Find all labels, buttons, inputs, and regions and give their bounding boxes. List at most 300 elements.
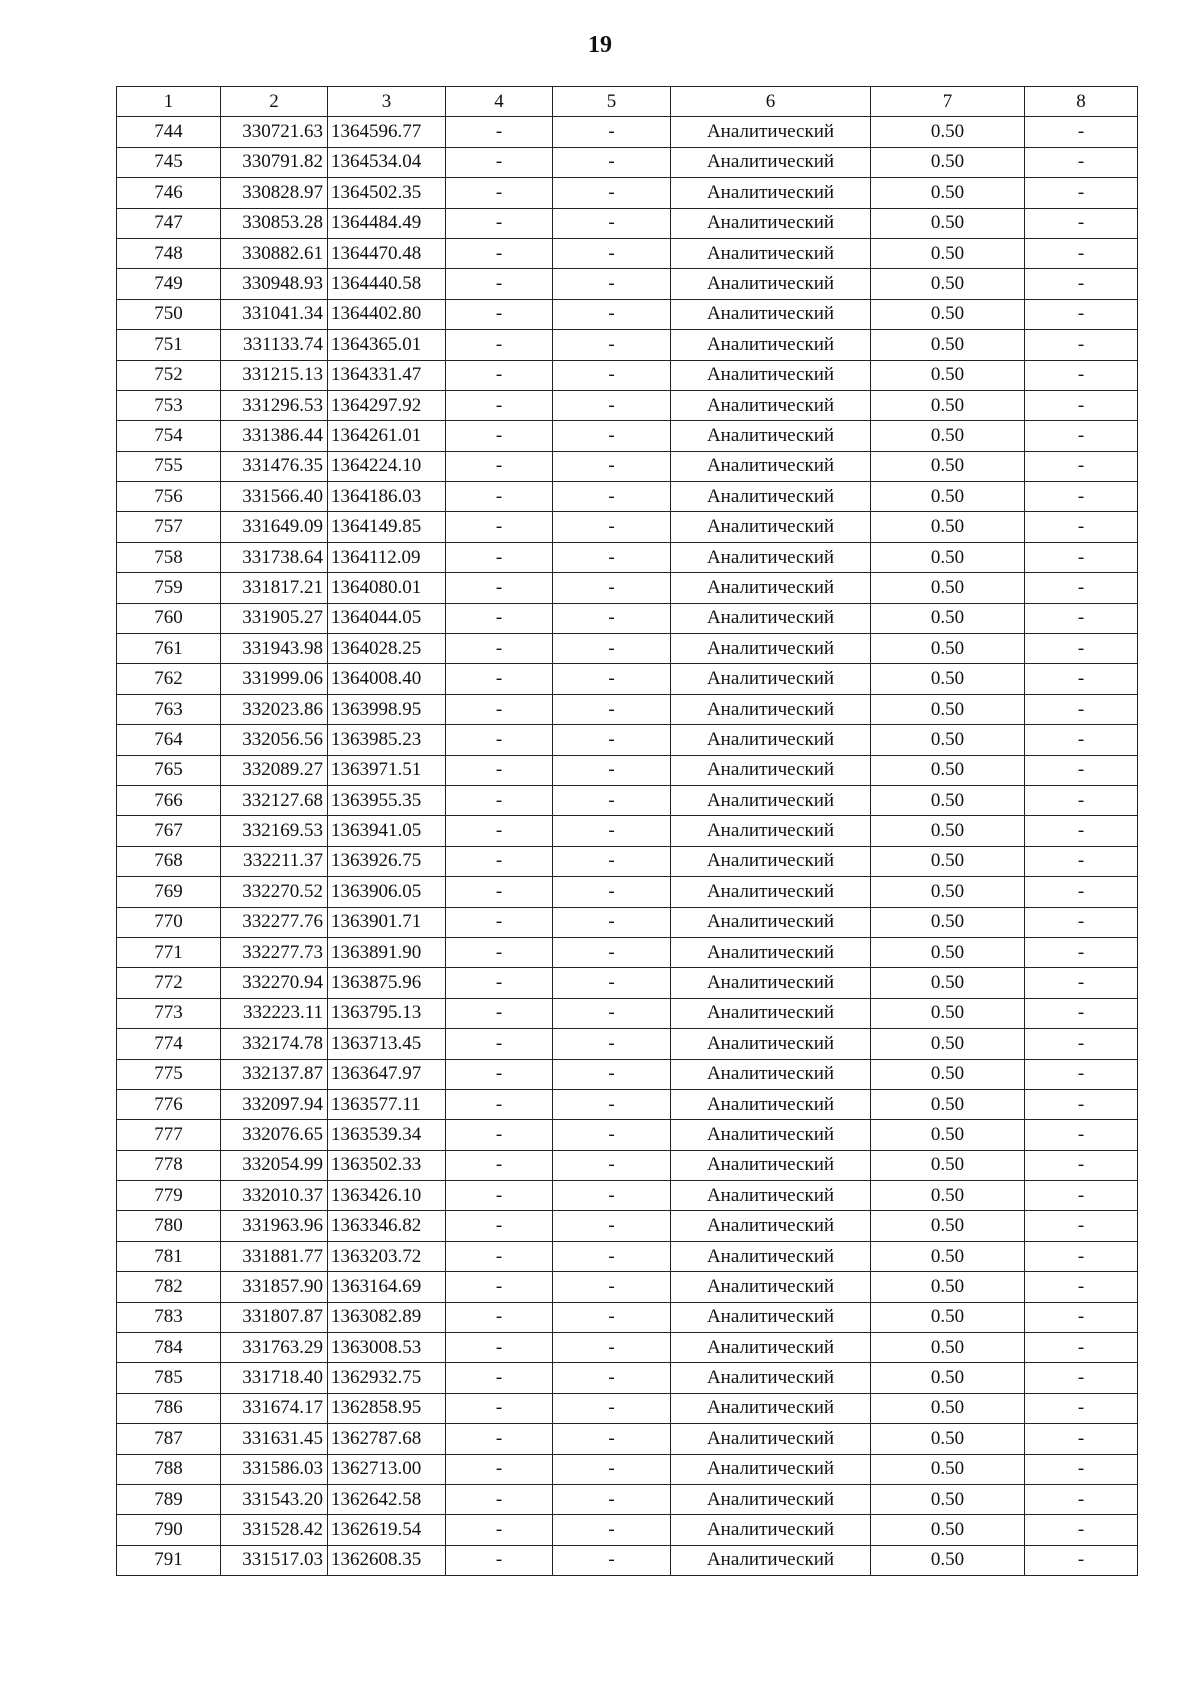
col-4-cell: -	[446, 907, 553, 937]
point-number-cell: 770	[117, 907, 221, 937]
y-coordinate-cell: 1362642.58	[328, 1484, 446, 1514]
x-coordinate-cell: 331215.13	[221, 360, 328, 390]
col-5-cell: -	[553, 1302, 671, 1332]
y-coordinate-cell: 1363346.82	[328, 1211, 446, 1241]
method-cell: Аналитический	[671, 330, 871, 360]
col-4-cell: -	[446, 1272, 553, 1302]
accuracy-cell: 0.50	[871, 1393, 1025, 1423]
col-8-cell: -	[1025, 269, 1138, 299]
x-coordinate-cell: 331807.87	[221, 1302, 328, 1332]
method-cell: Аналитический	[671, 421, 871, 451]
point-number-cell: 768	[117, 846, 221, 876]
col-8-cell: -	[1025, 1363, 1138, 1393]
x-coordinate-cell: 332056.56	[221, 725, 328, 755]
method-cell: Аналитический	[671, 299, 871, 329]
col-5-cell: -	[553, 299, 671, 329]
col-8-cell: -	[1025, 421, 1138, 451]
page-number: 19	[588, 32, 612, 58]
col-5-cell: -	[553, 1363, 671, 1393]
table-row	[117, 147, 1138, 177]
col-8-cell: -	[1025, 1545, 1138, 1575]
col-5-cell: -	[553, 937, 671, 967]
y-coordinate-cell: 1363713.45	[328, 1029, 446, 1059]
col-4-cell: -	[446, 1120, 553, 1150]
point-number-cell: 767	[117, 816, 221, 846]
accuracy-cell: 0.50	[871, 785, 1025, 815]
column-header-5: 5	[553, 87, 671, 117]
col-4-cell: -	[446, 968, 553, 998]
point-number-cell: 788	[117, 1454, 221, 1484]
col-5-cell: -	[553, 1089, 671, 1119]
method-cell: Аналитический	[671, 147, 871, 177]
method-cell: Аналитический	[671, 1120, 871, 1150]
accuracy-cell: 0.50	[871, 664, 1025, 694]
table-row	[117, 785, 1138, 815]
x-coordinate-cell: 331517.03	[221, 1545, 328, 1575]
y-coordinate-cell: 1363577.11	[328, 1089, 446, 1119]
table-row	[117, 1545, 1138, 1575]
table-row	[117, 1484, 1138, 1514]
x-coordinate-cell: 332097.94	[221, 1089, 328, 1119]
y-coordinate-cell: 1363426.10	[328, 1181, 446, 1211]
accuracy-cell: 0.50	[871, 421, 1025, 451]
x-coordinate-cell: 331566.40	[221, 482, 328, 512]
method-cell: Аналитический	[671, 1333, 871, 1363]
y-coordinate-cell: 1364365.01	[328, 330, 446, 360]
y-coordinate-cell: 1364028.25	[328, 634, 446, 664]
accuracy-cell: 0.50	[871, 755, 1025, 785]
table-row	[117, 573, 1138, 603]
table-row	[117, 907, 1138, 937]
x-coordinate-cell: 331543.20	[221, 1484, 328, 1514]
method-cell: Аналитический	[671, 1484, 871, 1514]
point-number-cell: 765	[117, 755, 221, 785]
col-8-cell: -	[1025, 147, 1138, 177]
col-4-cell: -	[446, 634, 553, 664]
x-coordinate-cell: 331963.96	[221, 1211, 328, 1241]
method-cell: Аналитический	[671, 238, 871, 268]
point-number-cell: 791	[117, 1545, 221, 1575]
col-8-cell: -	[1025, 573, 1138, 603]
table-row	[117, 1272, 1138, 1302]
col-5-cell: -	[553, 816, 671, 846]
accuracy-cell: 0.50	[871, 937, 1025, 967]
method-cell: Аналитический	[671, 755, 871, 785]
method-cell: Аналитический	[671, 208, 871, 238]
col-8-cell: -	[1025, 360, 1138, 390]
table-row	[117, 1241, 1138, 1271]
accuracy-cell: 0.50	[871, 1150, 1025, 1180]
y-coordinate-cell: 1362787.68	[328, 1424, 446, 1454]
point-number-cell: 745	[117, 147, 221, 177]
col-8-cell: -	[1025, 482, 1138, 512]
y-coordinate-cell: 1364149.85	[328, 512, 446, 542]
table-row	[117, 877, 1138, 907]
col-5-cell: -	[553, 269, 671, 299]
col-5-cell: -	[553, 238, 671, 268]
y-coordinate-cell: 1364008.40	[328, 664, 446, 694]
col-8-cell: -	[1025, 1241, 1138, 1271]
col-8-cell: -	[1025, 968, 1138, 998]
col-4-cell: -	[446, 573, 553, 603]
col-8-cell: -	[1025, 1029, 1138, 1059]
point-number-cell: 772	[117, 968, 221, 998]
accuracy-cell: 0.50	[871, 816, 1025, 846]
method-cell: Аналитический	[671, 178, 871, 208]
point-number-cell: 756	[117, 482, 221, 512]
col-4-cell: -	[446, 1393, 553, 1423]
point-number-cell: 784	[117, 1333, 221, 1363]
x-coordinate-cell: 330828.97	[221, 178, 328, 208]
point-number-cell: 763	[117, 694, 221, 724]
col-4-cell: -	[446, 1424, 553, 1454]
col-4-cell: -	[446, 482, 553, 512]
col-8-cell: -	[1025, 451, 1138, 481]
col-4-cell: -	[446, 1515, 553, 1545]
table-row	[117, 451, 1138, 481]
x-coordinate-cell: 330948.93	[221, 269, 328, 299]
method-cell: Аналитический	[671, 1363, 871, 1393]
x-coordinate-cell: 332270.52	[221, 877, 328, 907]
col-8-cell: -	[1025, 1150, 1138, 1180]
y-coordinate-cell: 1363647.97	[328, 1059, 446, 1089]
point-number-cell: 759	[117, 573, 221, 603]
accuracy-cell: 0.50	[871, 390, 1025, 420]
table-row	[117, 1059, 1138, 1089]
col-8-cell: -	[1025, 1272, 1138, 1302]
table-row	[117, 482, 1138, 512]
col-5-cell: -	[553, 877, 671, 907]
method-cell: Аналитический	[671, 725, 871, 755]
col-5-cell: -	[553, 330, 671, 360]
col-4-cell: -	[446, 360, 553, 390]
point-number-cell: 751	[117, 330, 221, 360]
accuracy-cell: 0.50	[871, 1120, 1025, 1150]
x-coordinate-cell: 332054.99	[221, 1150, 328, 1180]
col-5-cell: -	[553, 846, 671, 876]
col-8-cell: -	[1025, 1302, 1138, 1332]
col-4-cell: -	[446, 755, 553, 785]
method-cell: Аналитический	[671, 634, 871, 664]
method-cell: Аналитический	[671, 482, 871, 512]
method-cell: Аналитический	[671, 1545, 871, 1575]
col-8-cell: -	[1025, 512, 1138, 542]
method-cell: Аналитический	[671, 390, 871, 420]
col-8-cell: -	[1025, 907, 1138, 937]
table-row	[117, 634, 1138, 664]
col-5-cell: -	[553, 1393, 671, 1423]
col-4-cell: -	[446, 299, 553, 329]
accuracy-cell: 0.50	[871, 330, 1025, 360]
point-number-cell: 780	[117, 1211, 221, 1241]
table-header	[117, 87, 1138, 117]
accuracy-cell: 0.50	[871, 877, 1025, 907]
y-coordinate-cell: 1362713.00	[328, 1454, 446, 1484]
y-coordinate-cell: 1364470.48	[328, 238, 446, 268]
col-8-cell: -	[1025, 1211, 1138, 1241]
x-coordinate-cell: 331943.98	[221, 634, 328, 664]
col-4-cell: -	[446, 1484, 553, 1514]
y-coordinate-cell: 1362619.54	[328, 1515, 446, 1545]
col-4-cell: -	[446, 1363, 553, 1393]
col-5-cell: -	[553, 785, 671, 815]
method-cell: Аналитический	[671, 573, 871, 603]
method-cell: Аналитический	[671, 1241, 871, 1271]
method-cell: Аналитический	[671, 512, 871, 542]
col-4-cell: -	[446, 603, 553, 633]
accuracy-cell: 0.50	[871, 208, 1025, 238]
table-row	[117, 542, 1138, 572]
table-row	[117, 269, 1138, 299]
header-row	[117, 87, 1138, 117]
table-row	[117, 603, 1138, 633]
y-coordinate-cell: 1364331.47	[328, 360, 446, 390]
col-4-cell: -	[446, 1333, 553, 1363]
col-8-cell: -	[1025, 1515, 1138, 1545]
x-coordinate-cell: 331905.27	[221, 603, 328, 633]
method-cell: Аналитический	[671, 1211, 871, 1241]
col-8-cell: -	[1025, 998, 1138, 1028]
col-4-cell: -	[446, 1089, 553, 1119]
y-coordinate-cell: 1363795.13	[328, 998, 446, 1028]
col-4-cell: -	[446, 816, 553, 846]
y-coordinate-cell: 1363941.05	[328, 816, 446, 846]
col-4-cell: -	[446, 238, 553, 268]
col-8-cell: -	[1025, 634, 1138, 664]
col-5-cell: -	[553, 755, 671, 785]
point-number-cell: 783	[117, 1302, 221, 1332]
col-8-cell: -	[1025, 1120, 1138, 1150]
point-number-cell: 785	[117, 1363, 221, 1393]
table-row	[117, 1363, 1138, 1393]
method-cell: Аналитический	[671, 968, 871, 998]
col-4-cell: -	[446, 725, 553, 755]
col-8-cell: -	[1025, 208, 1138, 238]
point-number-cell: 782	[117, 1272, 221, 1302]
table-row	[117, 421, 1138, 451]
x-coordinate-cell: 331631.45	[221, 1424, 328, 1454]
x-coordinate-cell: 332277.73	[221, 937, 328, 967]
table-row	[117, 1089, 1138, 1119]
x-coordinate-cell: 331857.90	[221, 1272, 328, 1302]
point-number-cell: 752	[117, 360, 221, 390]
col-5-cell: -	[553, 117, 671, 147]
point-number-cell: 774	[117, 1029, 221, 1059]
table-row	[117, 664, 1138, 694]
accuracy-cell: 0.50	[871, 451, 1025, 481]
point-number-cell: 749	[117, 269, 221, 299]
accuracy-cell: 0.50	[871, 998, 1025, 1028]
col-4-cell: -	[446, 877, 553, 907]
method-cell: Аналитический	[671, 907, 871, 937]
accuracy-cell: 0.50	[871, 1059, 1025, 1089]
col-5-cell: -	[553, 1059, 671, 1089]
col-5-cell: -	[553, 1120, 671, 1150]
col-4-cell: -	[446, 1241, 553, 1271]
method-cell: Аналитический	[671, 117, 871, 147]
coordinates-table	[116, 86, 1138, 1576]
y-coordinate-cell: 1364502.35	[328, 178, 446, 208]
col-5-cell: -	[553, 147, 671, 177]
y-coordinate-cell: 1363955.35	[328, 785, 446, 815]
x-coordinate-cell: 331817.21	[221, 573, 328, 603]
table-row	[117, 1211, 1138, 1241]
x-coordinate-cell: 332076.65	[221, 1120, 328, 1150]
y-coordinate-cell: 1364044.05	[328, 603, 446, 633]
point-number-cell: 760	[117, 603, 221, 633]
y-coordinate-cell: 1364261.01	[328, 421, 446, 451]
col-8-cell: -	[1025, 1424, 1138, 1454]
accuracy-cell: 0.50	[871, 360, 1025, 390]
table-row	[117, 1393, 1138, 1423]
x-coordinate-cell: 331586.03	[221, 1454, 328, 1484]
x-coordinate-cell: 331386.44	[221, 421, 328, 451]
point-number-cell: 775	[117, 1059, 221, 1089]
point-number-cell: 753	[117, 390, 221, 420]
point-number-cell: 746	[117, 178, 221, 208]
accuracy-cell: 0.50	[871, 1454, 1025, 1484]
col-5-cell: -	[553, 1424, 671, 1454]
table-row	[117, 755, 1138, 785]
col-4-cell: -	[446, 1545, 553, 1575]
x-coordinate-cell: 332127.68	[221, 785, 328, 815]
col-8-cell: -	[1025, 694, 1138, 724]
col-5-cell: -	[553, 1272, 671, 1302]
col-4-cell: -	[446, 1302, 553, 1332]
col-5-cell: -	[553, 968, 671, 998]
method-cell: Аналитический	[671, 664, 871, 694]
x-coordinate-cell: 332169.53	[221, 816, 328, 846]
accuracy-cell: 0.50	[871, 694, 1025, 724]
point-number-cell: 790	[117, 1515, 221, 1545]
accuracy-cell: 0.50	[871, 238, 1025, 268]
point-number-cell: 744	[117, 117, 221, 147]
col-8-cell: -	[1025, 877, 1138, 907]
col-8-cell: -	[1025, 755, 1138, 785]
y-coordinate-cell: 1363008.53	[328, 1333, 446, 1363]
table-body	[117, 117, 1138, 1576]
table-row	[117, 1181, 1138, 1211]
y-coordinate-cell: 1363906.05	[328, 877, 446, 907]
col-4-cell: -	[446, 330, 553, 360]
x-coordinate-cell: 330791.82	[221, 147, 328, 177]
accuracy-cell: 0.50	[871, 178, 1025, 208]
accuracy-cell: 0.50	[871, 147, 1025, 177]
table-row	[117, 208, 1138, 238]
x-coordinate-cell: 331763.29	[221, 1333, 328, 1363]
method-cell: Аналитический	[671, 1515, 871, 1545]
table-row	[117, 1120, 1138, 1150]
col-8-cell: -	[1025, 1454, 1138, 1484]
y-coordinate-cell: 1364484.49	[328, 208, 446, 238]
table-row	[117, 1515, 1138, 1545]
accuracy-cell: 0.50	[871, 542, 1025, 572]
col-4-cell: -	[446, 147, 553, 177]
column-header-2: 2	[221, 87, 328, 117]
y-coordinate-cell: 1363891.90	[328, 937, 446, 967]
method-cell: Аналитический	[671, 846, 871, 876]
col-8-cell: -	[1025, 542, 1138, 572]
y-coordinate-cell: 1364297.92	[328, 390, 446, 420]
accuracy-cell: 0.50	[871, 1484, 1025, 1514]
point-number-cell: 773	[117, 998, 221, 1028]
x-coordinate-cell: 331738.64	[221, 542, 328, 572]
point-number-cell: 769	[117, 877, 221, 907]
col-4-cell: -	[446, 846, 553, 876]
point-number-cell: 762	[117, 664, 221, 694]
accuracy-cell: 0.50	[871, 1029, 1025, 1059]
y-coordinate-cell: 1363539.34	[328, 1120, 446, 1150]
method-cell: Аналитический	[671, 937, 871, 967]
col-4-cell: -	[446, 1059, 553, 1089]
y-coordinate-cell: 1362858.95	[328, 1393, 446, 1423]
col-5-cell: -	[553, 482, 671, 512]
table-row	[117, 1150, 1138, 1180]
col-5-cell: -	[553, 1484, 671, 1514]
x-coordinate-cell: 331476.35	[221, 451, 328, 481]
point-number-cell: 758	[117, 542, 221, 572]
x-coordinate-cell: 331881.77	[221, 1241, 328, 1271]
x-coordinate-cell: 331718.40	[221, 1363, 328, 1393]
y-coordinate-cell: 1364112.09	[328, 542, 446, 572]
col-4-cell: -	[446, 512, 553, 542]
column-header-1: 1	[117, 87, 221, 117]
col-8-cell: -	[1025, 1393, 1138, 1423]
method-cell: Аналитический	[671, 269, 871, 299]
point-number-cell: 748	[117, 238, 221, 268]
point-number-cell: 789	[117, 1484, 221, 1514]
accuracy-cell: 0.50	[871, 573, 1025, 603]
method-cell: Аналитический	[671, 451, 871, 481]
method-cell: Аналитический	[671, 1089, 871, 1119]
accuracy-cell: 0.50	[871, 846, 1025, 876]
col-5-cell: -	[553, 725, 671, 755]
x-coordinate-cell: 332223.11	[221, 998, 328, 1028]
col-4-cell: -	[446, 664, 553, 694]
method-cell: Аналитический	[671, 785, 871, 815]
col-8-cell: -	[1025, 1089, 1138, 1119]
col-8-cell: -	[1025, 785, 1138, 815]
y-coordinate-cell: 1364440.58	[328, 269, 446, 299]
x-coordinate-cell: 331133.74	[221, 330, 328, 360]
table-row	[117, 937, 1138, 967]
accuracy-cell: 0.50	[871, 1363, 1025, 1393]
col-8-cell: -	[1025, 664, 1138, 694]
col-8-cell: -	[1025, 1484, 1138, 1514]
y-coordinate-cell: 1363926.75	[328, 846, 446, 876]
table-row	[117, 1454, 1138, 1484]
point-number-cell: 764	[117, 725, 221, 755]
y-coordinate-cell: 1364186.03	[328, 482, 446, 512]
x-coordinate-cell: 332010.37	[221, 1181, 328, 1211]
accuracy-cell: 0.50	[871, 1181, 1025, 1211]
col-4-cell: -	[446, 178, 553, 208]
x-coordinate-cell: 332023.86	[221, 694, 328, 724]
col-4-cell: -	[446, 269, 553, 299]
x-coordinate-cell: 332174.78	[221, 1029, 328, 1059]
table-row	[117, 330, 1138, 360]
col-5-cell: -	[553, 634, 671, 664]
col-8-cell: -	[1025, 117, 1138, 147]
accuracy-cell: 0.50	[871, 299, 1025, 329]
point-number-cell: 747	[117, 208, 221, 238]
x-coordinate-cell: 330882.61	[221, 238, 328, 268]
table-row	[117, 1424, 1138, 1454]
y-coordinate-cell: 1362932.75	[328, 1363, 446, 1393]
accuracy-cell: 0.50	[871, 1302, 1025, 1332]
col-5-cell: -	[553, 1241, 671, 1271]
table-row	[117, 238, 1138, 268]
